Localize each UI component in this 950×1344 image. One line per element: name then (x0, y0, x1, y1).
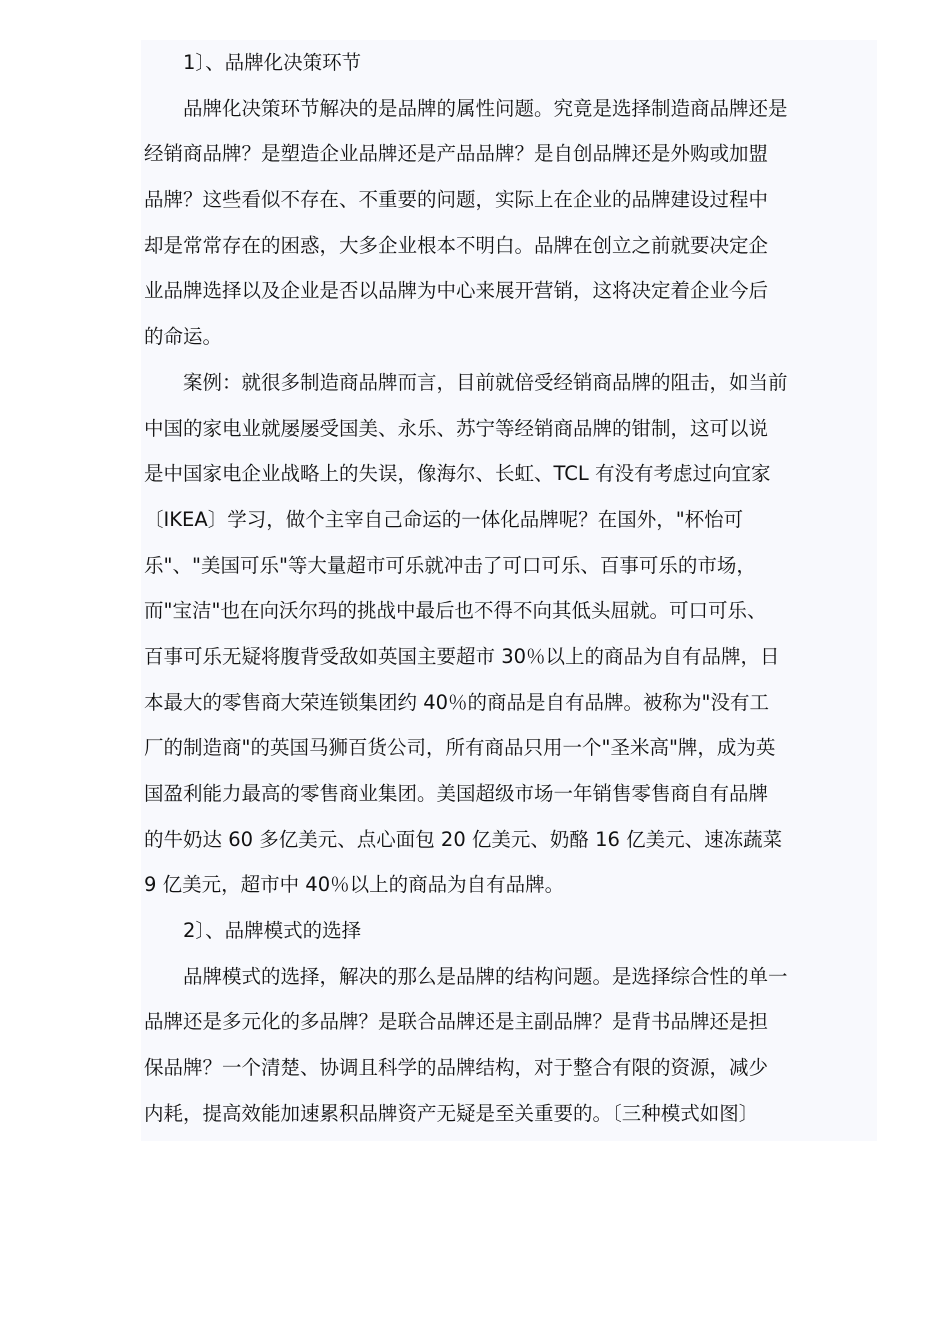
text-line: 品牌还是多元化的多品牌？是联合品牌还是主副品牌？是背书品牌还是担 (144, 1010, 769, 1034)
text-line: 是中国家电企业战略上的失误，像海尔、长虹、TCL 有没有考虑过向宜家 (144, 462, 771, 486)
text-line: 〔IKEA〕学习，做个主宰自己命运的一体化品牌呢？在国外，"杯怡可 (144, 507, 744, 531)
section2-paragraph1 (144, 954, 877, 1137)
text-line: 9 亿美元，超市中 40％以上的商品为自有品牌。 (144, 873, 565, 897)
text-line: 中国的家电业就屡屡受国美、永乐、苏宁等经销商品牌的钳制，这可以说 (144, 416, 769, 440)
text-line: 本最大的零售商大荣连锁集团约 40％的商品是自有品牌。被称为"没有工 (144, 690, 769, 714)
text-line: 保品牌？一个清楚、协调且科学的品牌结构，对于整合有限的资源，减少 (144, 1056, 769, 1080)
text-line: 品牌？这些看似不存在、不重要的问题，实际上在企业的品牌建设过程中 (144, 188, 769, 212)
section1-paragraph2-case (144, 360, 877, 908)
text-line: 国盈利能力最高的零售商业集团。美国超级市场一年销售零售商自有品牌 (144, 782, 769, 805)
text-line: 经销商品牌？是塑造企业品牌还是产品品牌？是自创品牌还是外购或加盟 (144, 142, 769, 166)
text-line: 厂的制造商"的英国马狮百货公司，所有商品只用一个"圣米高"牌，成为英 (144, 736, 776, 760)
text-line: 百事可乐无疑将腹背受敌如英国主要超市 30％以上的商品为自有品牌，日 (144, 644, 780, 668)
text-line: 品牌化决策环节解决的是品牌的属性问题。究竟是选择制造商品牌还是 (183, 96, 788, 120)
text-line: 业品牌选择以及企业是否以品牌为中心来展开营销，这将决定着企业今后 (144, 279, 769, 303)
text-line: 品牌模式的选择，解决的那么是品牌的结构问题。是选择综合性的单一 (183, 964, 788, 988)
section1-paragraph1 (144, 86, 877, 360)
text-line: 而"宝洁"也在向沃尔玛的挑战中最后也不得不向其低头屈就。可口可乐、 (144, 599, 767, 623)
text-line: 的命运。 (144, 325, 223, 349)
document-body (141, 40, 877, 1141)
section1-heading: 1〕、品牌化决策环节 (183, 51, 362, 74)
text-line: 内耗，提高效能加速累积品牌资产无疑是至关重要的。〔三种模式如图〕 (144, 1101, 759, 1125)
text-line: 案例：就很多制造商品牌而言，目前就倍受经销商品牌的阻击，如当前 (183, 370, 788, 394)
text-line: 的牛奶达 60 多亿美元、点心面包 20 亿美元、奶酪 16 亿美元、速冻蔬菜 (144, 827, 783, 851)
section2-heading: 2〕、品牌模式的选择 (183, 919, 362, 943)
text-line: 却是常常存在的困惑，大多企业根本不明白。品牌在创立之前就要决定企 (144, 233, 769, 257)
text-line: 乐"、"美国可乐"等大量超市可乐就冲击了可口可乐、百事可乐的市场， (144, 553, 756, 577)
